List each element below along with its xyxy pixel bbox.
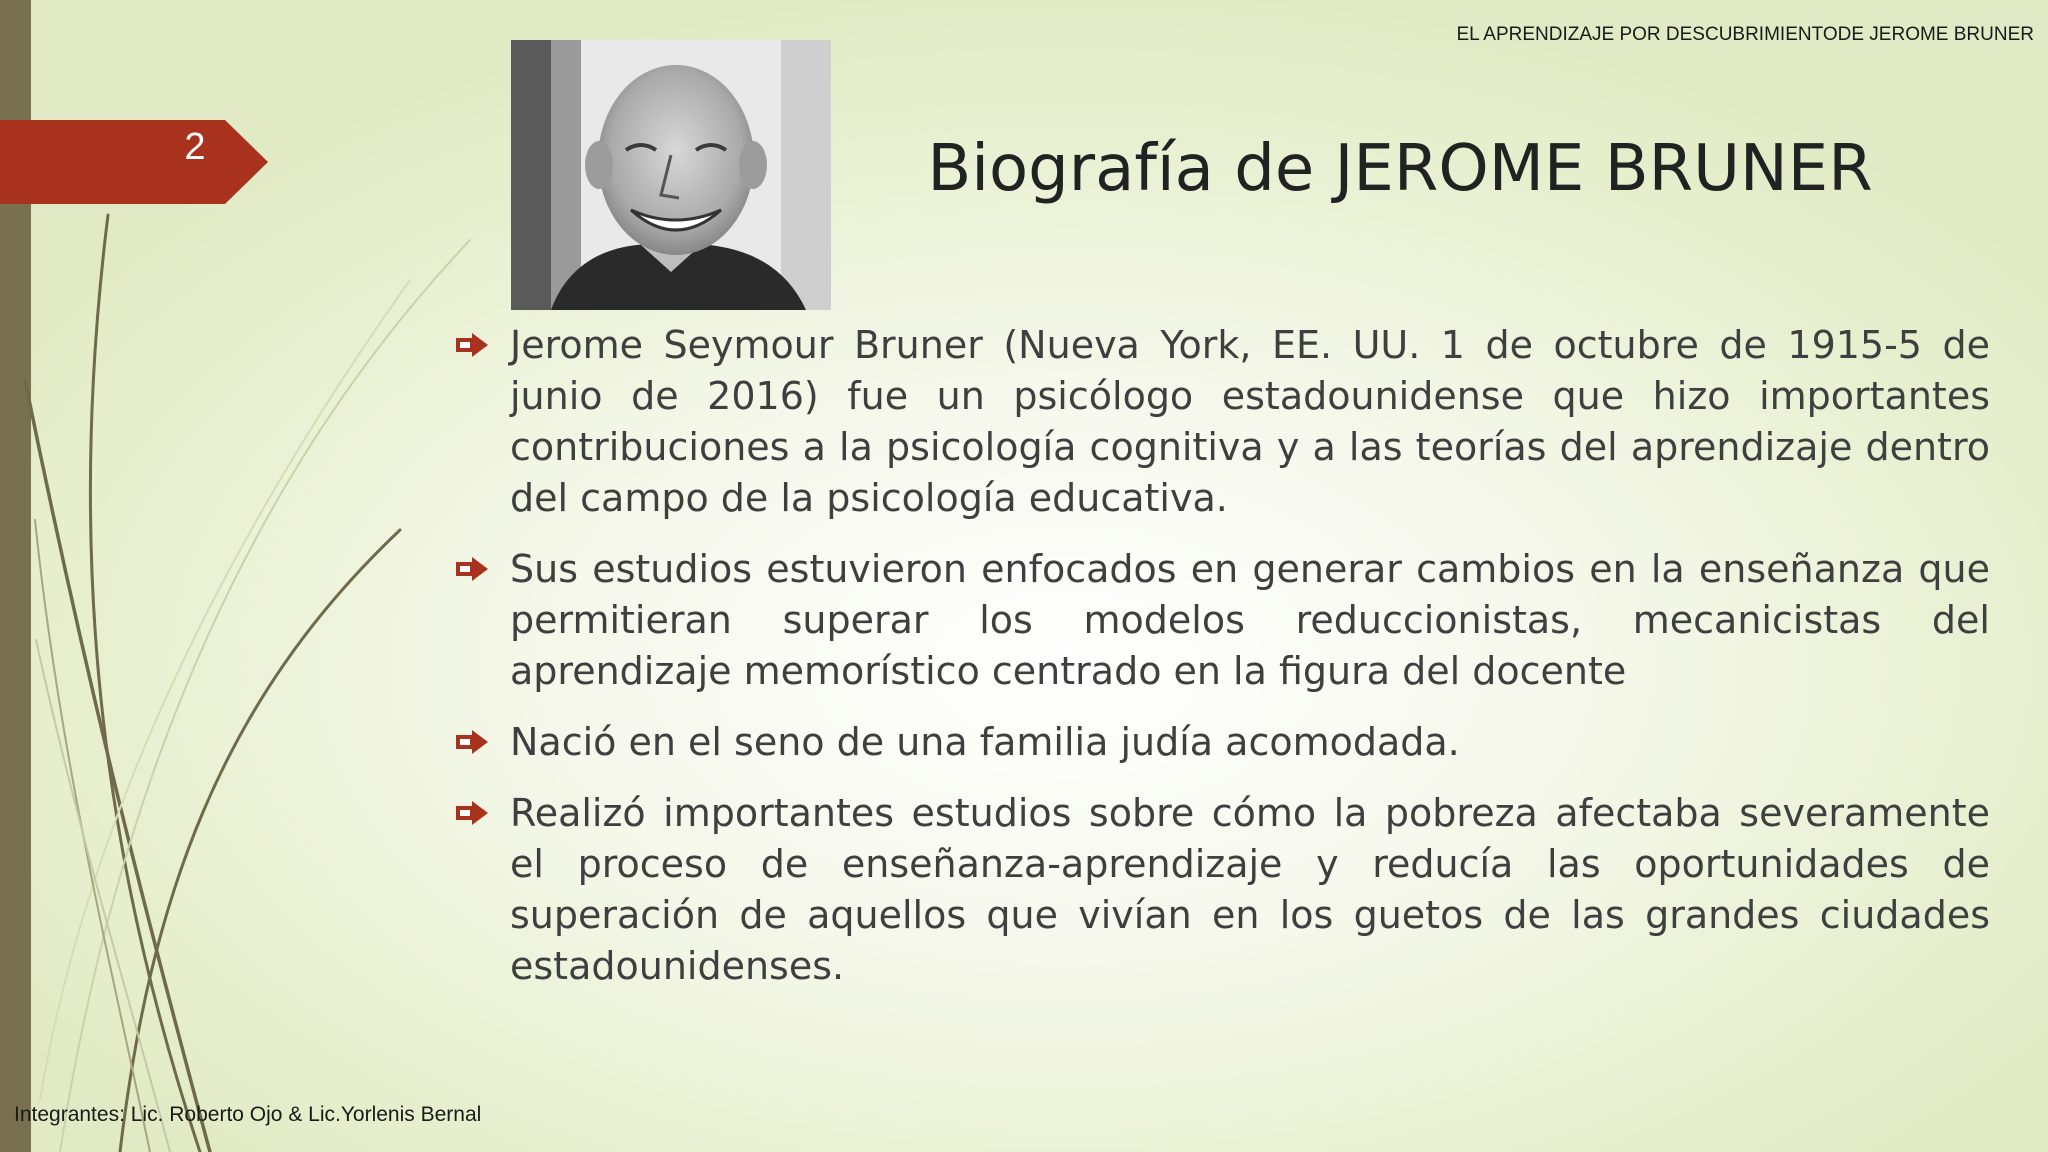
- slide-title: Biografía de JEROME BRUNER: [927, 132, 1873, 206]
- arrow-right-icon: [456, 801, 488, 825]
- arrow-right-icon: [456, 730, 488, 754]
- slide-number: 2: [184, 126, 206, 168]
- arrow-right-icon: [456, 333, 488, 357]
- bullet-text: Nació en el seno de una familia judía acomodada.: [510, 720, 1460, 764]
- arrow-right-icon: [456, 557, 488, 581]
- bullet-item: [452, 788, 1990, 992]
- bullet-item: [452, 717, 1990, 768]
- bullet-text: Realizó importantes estudios sobre cómo la pobreza afectaba severamente el proceso de enseñanza-aprendizaje y reducía las oportunidades de superación de aquellos que vivían en los guetos de las grandes ciudades estadounidenses.: [510, 791, 1990, 988]
- bullet-list: [452, 320, 1990, 1012]
- portrait-photo: [511, 40, 831, 310]
- slide-number-badge: [0, 120, 268, 204]
- bullet-text: Sus estudios estuvieron enfocados en generar cambios en la enseñanza que permitieran superar los modelos reduccionistas, mecanicistas del aprendizaje memorístico centrado en la figura del docente: [510, 547, 1990, 693]
- bullet-item: [452, 544, 1990, 697]
- bullet-item: [452, 320, 1990, 524]
- bullet-text: Jerome Seymour Bruner (Nueva York, EE. UU. 1 de octubre de 1915-5 de junio de 2016) fue un psicólogo estadounidense que hizo importantes contribuciones a la psicología cognitiva y a las teorías del aprendizaje dentro del campo de la psicología educativa.: [510, 323, 1990, 520]
- footer-credits: Integrantes: Lic. Roberto Ojo & Lic.Yorlenis Bernal: [14, 1103, 482, 1126]
- header-note: EL APRENDIZAJE POR DESCUBRIMIENTODE JEROME BRUNER: [1456, 24, 2034, 45]
